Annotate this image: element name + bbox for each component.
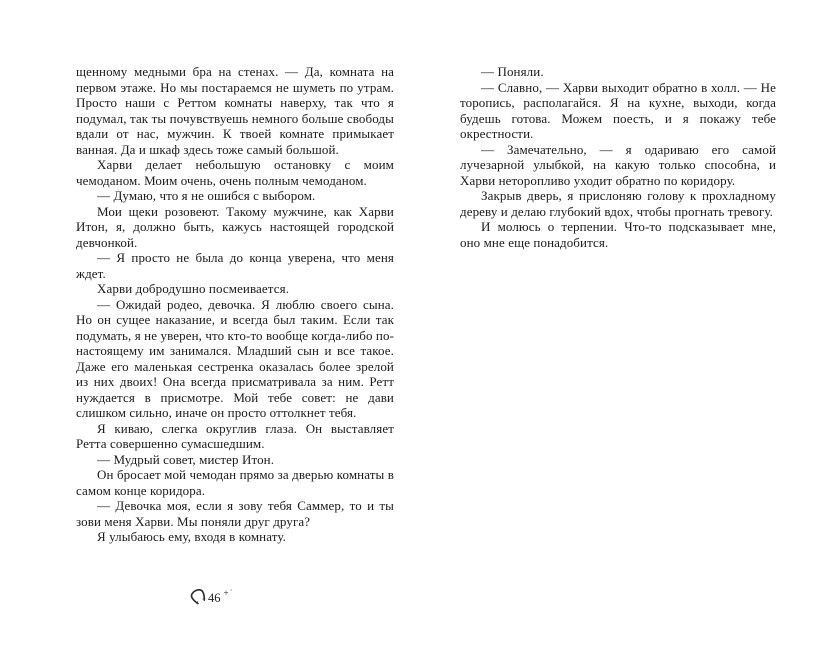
- paragraph: — Девочка моя, если я зову тебя Саммер, то и ты зови меня Харви. Мы поняли друг друга?: [76, 498, 394, 529]
- paragraph: — Замечательно, — я одариваю его самой лучезарной улыбкой, на какую только способна, и Харви неторопливо уходит обратно по коридору.: [460, 141, 776, 188]
- paragraph: — Поняли.: [481, 64, 544, 79]
- horseshoe-icon: [188, 586, 211, 611]
- paragraph: Харви делает небольшую остановку с моим чемоданом. Моим очень, очень полным чемоданом.: [76, 157, 394, 188]
- paragraph: — Ожидай родео, девочка. Я люблю своего сына. Но он сущее наказание, и всегда был таким. Если так подумать, я не уверен, что кто-то вообще когда-либо по-настоящему им занимался. Младший сын и все такое. Даже его маленькая сестренка оказалась более зрелой из них двоих! Она всегда присматривала за ним. Ретт нуждается в присмотре. Мой тебе совет: не дави слишком сильно, иначе он просто оттолкнет тебя.: [76, 296, 394, 420]
- paragraph: Мои щеки розовеют. Такому мужчине, как Харви Итон, я, должно быть, кажусь настоящей городской девчонкой.: [76, 203, 394, 250]
- paragraph: — Думаю, что я не ошибся с выбором.: [97, 188, 316, 203]
- paragraph: Закрыв дверь, я прислоняю голову к прохладному дереву и делаю глубокий вдох, чтобы прогнать тревогу.: [460, 188, 776, 219]
- paragraph: Я киваю, слегка округлив глаза. Он выставляет Ретта совершенно сумасшедшим.: [76, 420, 394, 451]
- paragraph: — Славно, — Харви выходит обратно в холл. — Не торопись, располагайся. Я на кухне, выходи, когда будешь готова. Можем поесть, и я покажу тебе окрестности.: [460, 79, 776, 141]
- left-page-text: [76, 64, 394, 545]
- paragraph: Он бросает мой чемодан прямо за дверью комнаты в самом конце коридора.: [76, 467, 394, 498]
- page-footer: [190, 585, 234, 605]
- paragraph: — Я просто не была до конца уверена, что меня ждет.: [76, 250, 394, 281]
- paragraph: — Мудрый совет, мистер Итон.: [97, 451, 275, 467]
- paragraph: Харви добродушно посмеивается.: [97, 281, 290, 296]
- sparkle-icon: +˙: [223, 588, 234, 598]
- page-number: 46: [208, 591, 221, 605]
- paragraph: щенному медными бра на стенах. — Да, комната на первом этаже. Но мы постараемся не шуметь по утрам. Просто наши с Реттом комнаты наверху, так что я подумал, так ты почувствуешь немного больше свободы вдали от нас, мужчин. К твоей комнате примыкает ванная. Да и шкаф здесь тоже самый большой.: [76, 64, 394, 157]
- paragraph: И молюсь о терпении. Что-то подсказывает мне, оно мне еще понадобится.: [460, 219, 776, 250]
- paragraph: Я улыбаюсь ему, входя в комнату.: [97, 529, 286, 544]
- right-page-text: [460, 64, 776, 250]
